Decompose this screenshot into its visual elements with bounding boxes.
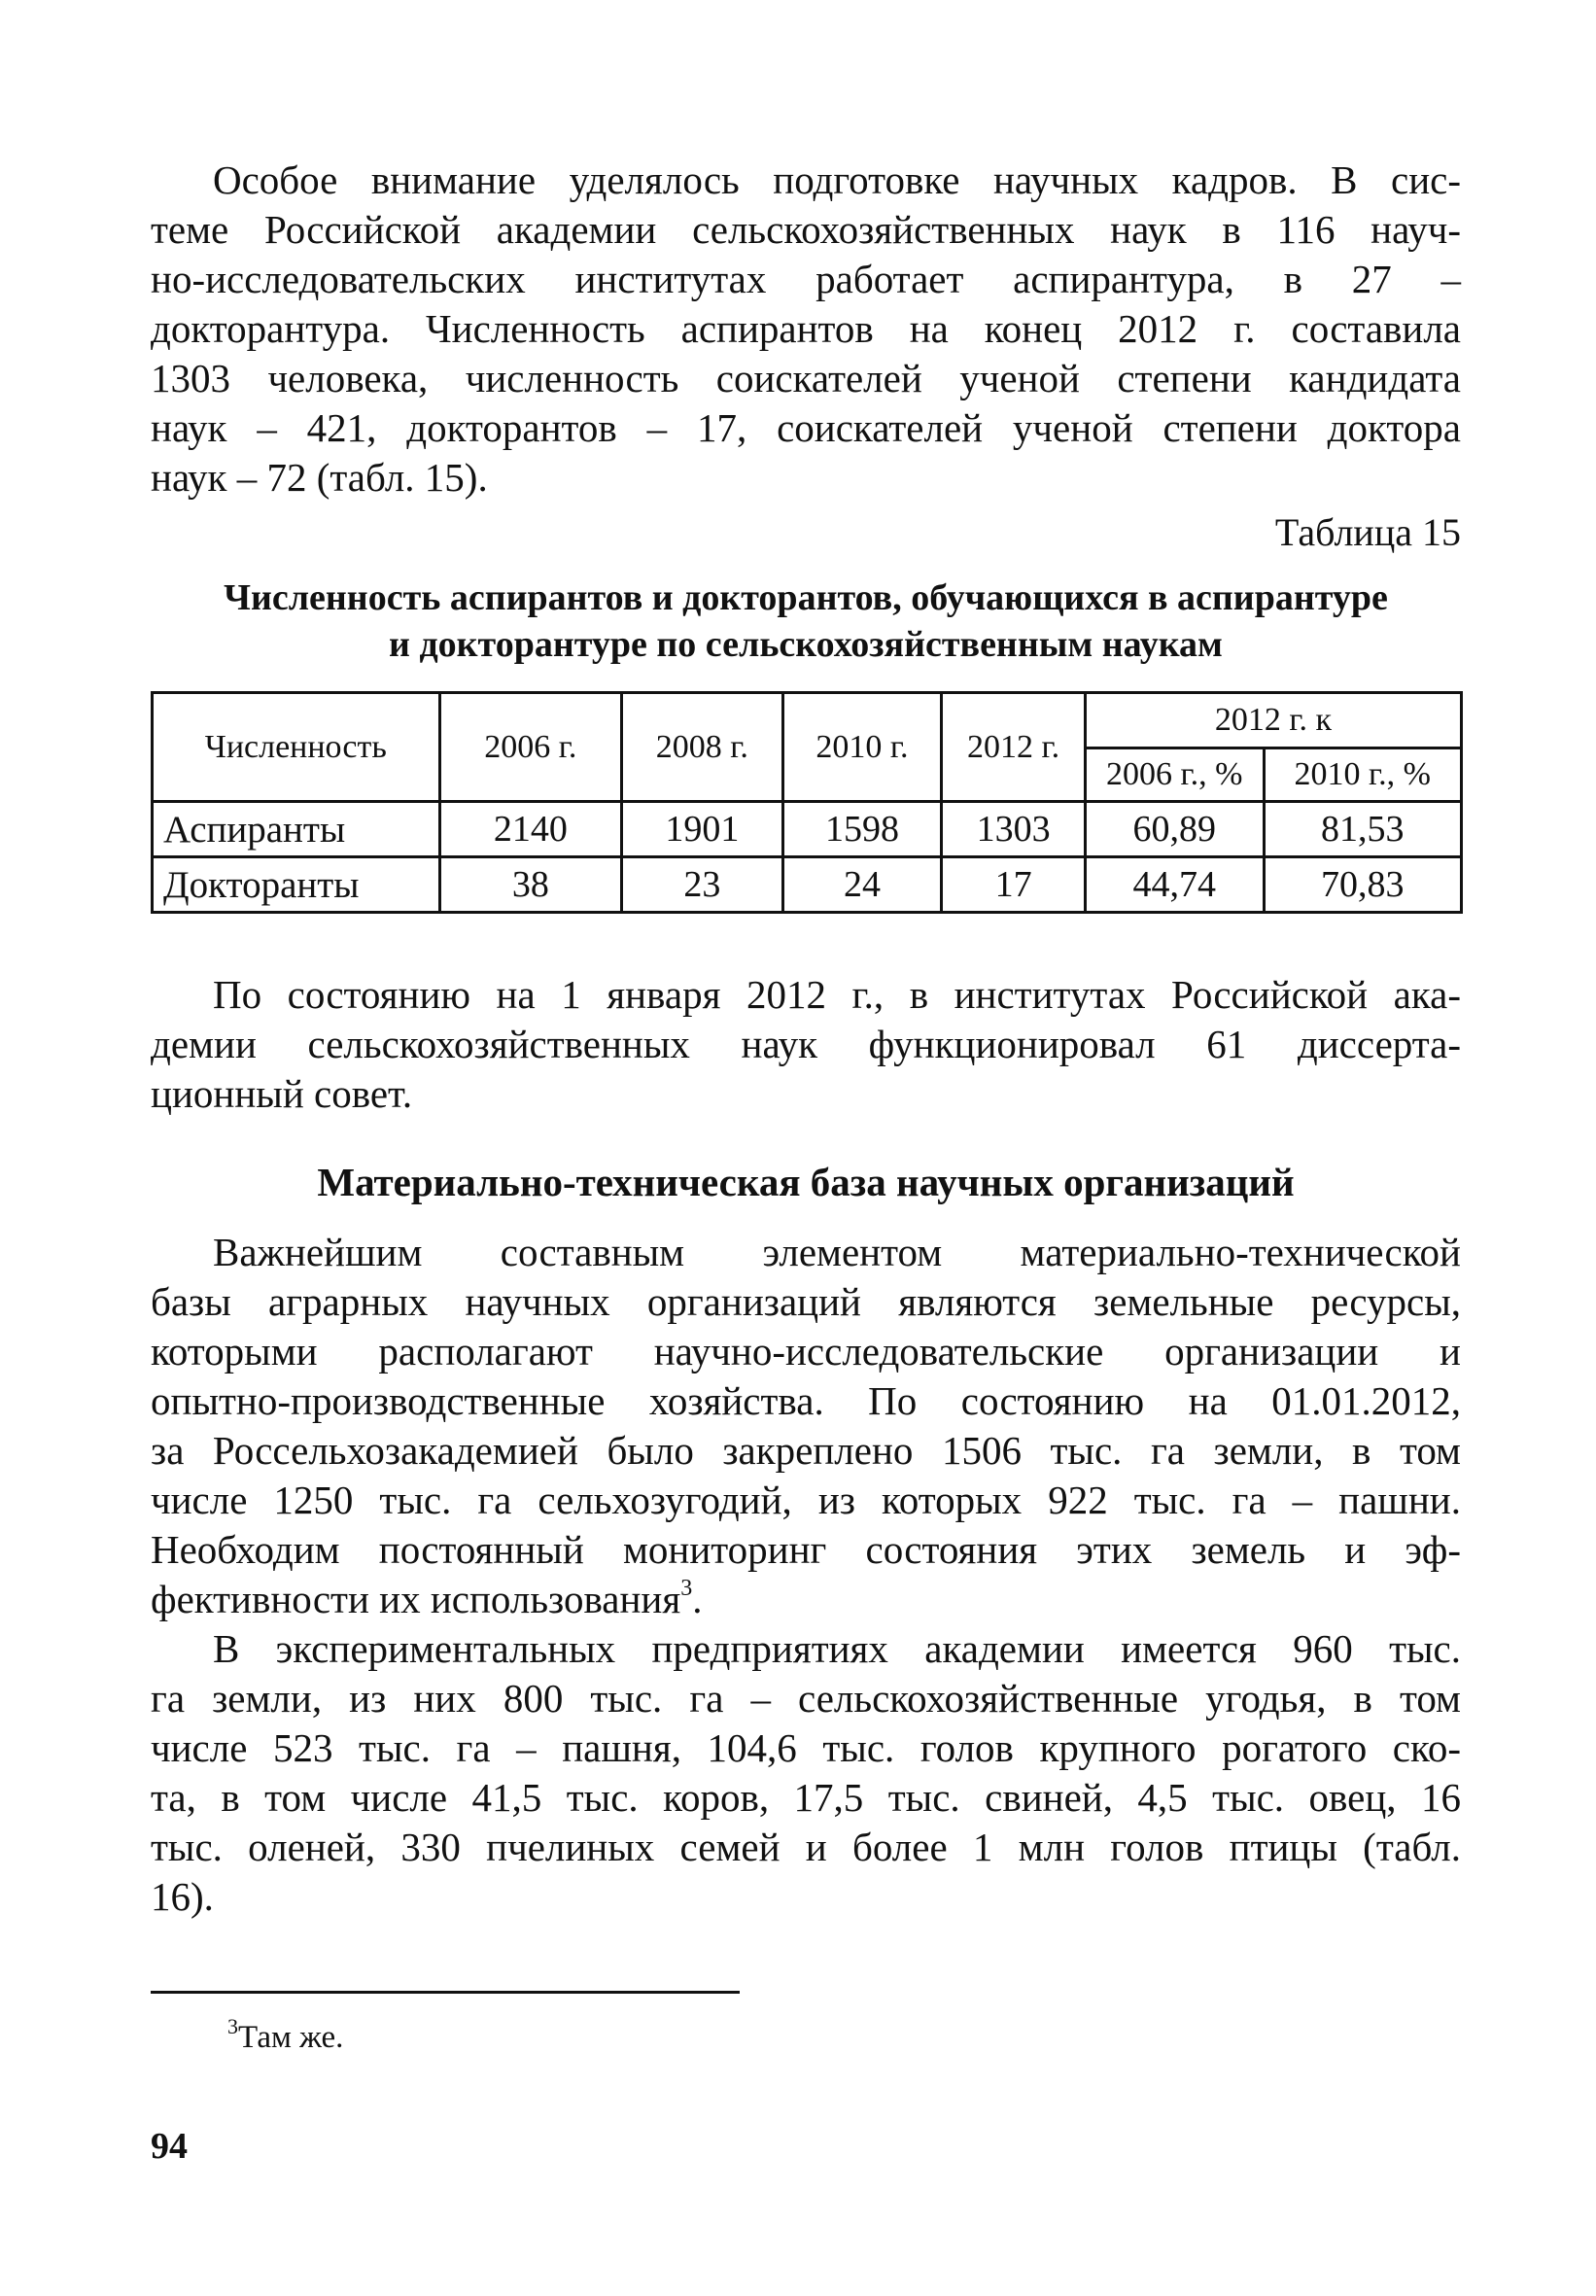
text-line: но-исследовательских институтах работает аспирантура, в 27 – bbox=[151, 257, 1461, 301]
table-title-line: и докторантуре по сельскохозяйственным наукам bbox=[389, 624, 1223, 665]
text-line bbox=[151, 1575, 1461, 1624]
footnote bbox=[227, 2014, 344, 2056]
text-line: 16). bbox=[151, 1874, 214, 1919]
text-line: Необходим постоянный мониторинг состояния этих земель и эф- bbox=[151, 1527, 1461, 1572]
table-cell: 70,83 bbox=[1264, 857, 1462, 913]
header-cell: 2008 г. bbox=[622, 693, 783, 802]
footnote-reference[interactable]: 3 bbox=[680, 1576, 693, 1601]
postgraduate-table bbox=[151, 691, 1463, 914]
text-line: за Россельхозакадемией было закреплено 1506 тыс. га земли, в том bbox=[151, 1428, 1461, 1473]
text-line: та, в том числе 41,5 тыс. коров, 17,5 тыс. свиней, 4,5 тыс. овец, 16 bbox=[151, 1775, 1461, 1820]
footnote-divider bbox=[151, 1991, 740, 1994]
paragraph-postgraduate-training bbox=[151, 156, 1461, 503]
text-line: докторантура. Численность аспирантов на конец 2012 г. составила bbox=[151, 306, 1461, 351]
table-cell: 38 bbox=[439, 857, 621, 913]
text-line: теме Российской академии сельскохозяйственных наук в 116 науч- bbox=[151, 207, 1461, 252]
text-line: числе 1250 тыс. га сельхозугодий, из которых 922 тыс. га – пашни. bbox=[151, 1478, 1461, 1522]
page-number: 94 bbox=[151, 2126, 188, 2167]
header-cell: 2006 г. bbox=[439, 693, 621, 802]
text-fragment: . bbox=[692, 1577, 703, 1621]
text-line: 1303 человека, численность соискателей ученой степени кандидата bbox=[151, 356, 1461, 400]
paragraph-experimental-enterprises bbox=[151, 1624, 1461, 1922]
text-line: базы аграрных научных организаций являются земельные ресурсы, bbox=[151, 1279, 1461, 1324]
table-cell: 60,89 bbox=[1085, 802, 1264, 857]
table-cell: 24 bbox=[782, 857, 942, 913]
header-cell: 2012 г. bbox=[942, 693, 1086, 802]
table-cell: 2140 bbox=[439, 802, 621, 857]
table-cell: Аспиранты bbox=[153, 802, 440, 857]
table-title bbox=[151, 574, 1461, 668]
paragraph-dissertation-councils bbox=[151, 970, 1461, 1119]
table-cell: 44,74 bbox=[1085, 857, 1264, 913]
table-row bbox=[153, 857, 1462, 913]
text-line: тыс. оленей, 330 пчелиных семей и более 1 млн голов птицы (табл. bbox=[151, 1825, 1461, 1869]
footnote-marker: 3 bbox=[227, 2014, 238, 2038]
table-cell: 1303 bbox=[942, 802, 1086, 857]
table-row bbox=[153, 802, 1462, 857]
table-header-row bbox=[153, 693, 1462, 748]
text-fragment: фективности их использования bbox=[151, 1577, 681, 1621]
paragraph-land-resources bbox=[151, 1228, 1461, 1624]
header-cell: 2010 г. bbox=[782, 693, 942, 802]
text-line: Важнейшим составным элементом материально-технической bbox=[213, 1230, 1461, 1274]
header-group-cell: 2012 г. к bbox=[1085, 693, 1461, 748]
text-line: опытно-производственные хозяйства. По состоянию на 01.01.2012, bbox=[151, 1378, 1461, 1423]
table-cell: Докторанты bbox=[153, 857, 440, 913]
text-line: числе 523 тыс. га – пашня, 104,6 тыс. голов крупного рогатого ско- bbox=[151, 1725, 1461, 1770]
footnote-text: Там же. bbox=[238, 2020, 344, 2055]
table-title-line: Численность аспирантов и докторантов, обучающихся в аспирантуре bbox=[224, 577, 1388, 618]
table-cell: 23 bbox=[622, 857, 783, 913]
text-line: По состоянию на 1 января 2012 г., в институтах Российской ака- bbox=[213, 972, 1461, 1017]
page-body bbox=[151, 156, 1461, 1922]
section-heading: Материально-техническая база научных организаций bbox=[317, 1160, 1295, 1204]
text-line: ционный совет. bbox=[151, 1071, 413, 1116]
text-line: В экспериментальных предприятиях академии имеется 960 тыс. bbox=[213, 1626, 1461, 1671]
table-cell: 1598 bbox=[782, 802, 942, 857]
text-line: наук – 72 (табл. 15). bbox=[151, 455, 488, 500]
table-cell: 17 bbox=[942, 857, 1086, 913]
header-cell: 2006 г., % bbox=[1085, 748, 1264, 802]
text-line: Особое внимание уделялось подготовке научных кадров. В сис- bbox=[213, 157, 1461, 202]
table-label: Таблица 15 bbox=[1274, 510, 1461, 554]
text-line: наук – 421, докторантов – 17, соискателей ученой степени доктора bbox=[151, 405, 1461, 450]
text-line: га земли, из них 800 тыс. га – сельскохозяйственные угодья, в том bbox=[151, 1676, 1461, 1721]
header-cell: 2010 г., % bbox=[1264, 748, 1462, 802]
table-cell: 81,53 bbox=[1264, 802, 1462, 857]
table-cell: 1901 bbox=[622, 802, 783, 857]
text-line: демии сельскохозяйственных наук функционировал 61 диссерта- bbox=[151, 1022, 1461, 1066]
text-line: которыми располагают научно-исследовательские организации и bbox=[151, 1329, 1461, 1374]
header-cell: Численность bbox=[153, 693, 440, 802]
